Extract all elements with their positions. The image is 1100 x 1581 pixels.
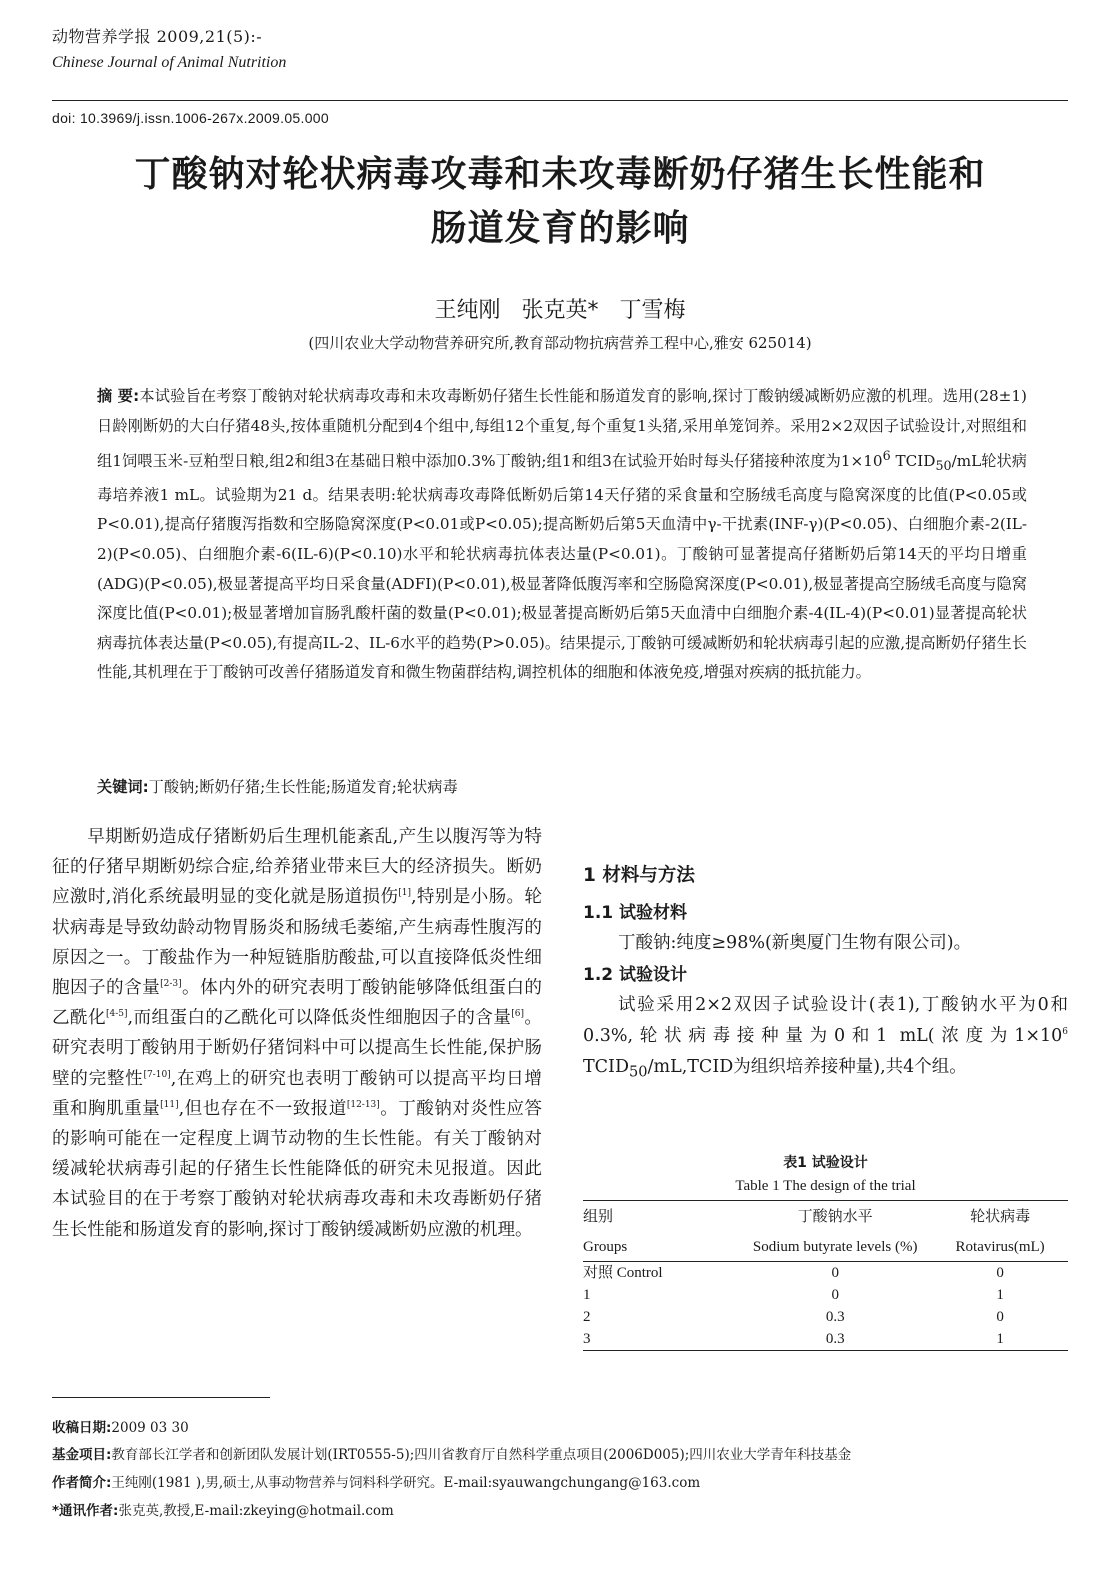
table-row (583, 1262, 1068, 1285)
table-cell: 0.3 (825, 1309, 845, 1325)
section-heading-1-2: 1.2 试验设计 (583, 965, 688, 985)
keywords-text: 丁酸钠;断奶仔猪;生长性能;肠道发育;轮状病毒 (148, 778, 458, 796)
keywords-label: 关键词: (97, 778, 149, 796)
intro-text: ,特别是小肠。轮状病毒是导致幼龄动物胃肠炎和肠绒毛萎缩,产生病毒性腹泻的原因之一。丁酸盐作为一种短链脂肪酸盐,可以直接降低炎性细胞因子的含量 (52, 887, 542, 999)
intro-text: ,而组蛋白的乙酰化可以降低炎性细胞因子的含量 (127, 1008, 512, 1029)
keywords (97, 774, 1027, 800)
abstract (97, 382, 1027, 688)
citation-ref: [11] (160, 1099, 179, 1110)
design-superscript: 6 (1062, 1027, 1068, 1038)
footnote-author (52, 1471, 700, 1491)
footnote-received (52, 1416, 189, 1436)
author-list: 王纯刚 张克英* 丁雪梅 (434, 298, 686, 323)
table-cell: 0 (831, 1265, 839, 1281)
citation-ref: [1] (398, 888, 412, 899)
footnote-text: 教育部长江学者和创新团队发展计划(IRT0555-5);四川省教育厅自然科学重点项目(2006D005);四川农业大学青年科技基金 (111, 1447, 852, 1463)
table-row (583, 1306, 1068, 1328)
affiliation: (四川农业大学动物营养研究所,教育部动物抗病营养工程中心,雅安 625014) (308, 334, 812, 352)
abstract-label: 摘 要: (97, 387, 140, 405)
table-cell: 1 (996, 1287, 1004, 1303)
intro-text: ,但也存在不一致报道 (178, 1098, 347, 1119)
design-table (583, 1200, 1068, 1351)
table-header-row (583, 1233, 1068, 1262)
title-line-2: 肠道发育的影响 (430, 208, 690, 249)
doi: doi: 10.3969/j.issn.1006-267x.2009.05.000 (52, 110, 329, 126)
intro-text: 。体内外的研究表明丁酸钠能够降低组蛋白的乙酰化 (52, 978, 542, 1029)
table-caption-cn: 表1 试验设计 (783, 1155, 868, 1171)
citation-ref: [7-10] (143, 1069, 171, 1080)
table-cell: 0 (996, 1309, 1004, 1325)
footnote-label: 作者简介: (52, 1475, 112, 1491)
citation-ref: [12-13] (346, 1099, 380, 1110)
table-row (583, 1328, 1068, 1351)
intro-text: 。研究表明丁酸钠用于断奶仔猪饲料中可以提高生长性能,保护肠壁的完整性 (52, 1008, 542, 1089)
citation-ref: [4-5] (105, 1009, 128, 1020)
footnote-fund (52, 1443, 851, 1463)
table-header-cell: Sodium butyrate levels (%) (738, 1233, 932, 1262)
introduction-paragraph (52, 822, 542, 1245)
section-heading-1-1: 1.1 试验材料 (583, 903, 688, 923)
design-paragraph (583, 990, 1068, 1088)
table-header-cell: 丁酸钠水平 (738, 1201, 932, 1234)
table-cell: 0 (831, 1287, 839, 1303)
footnote-text: 2009 03 30 (111, 1420, 189, 1436)
table-header-cell: Groups (583, 1233, 738, 1262)
abstract-text: TCID (890, 452, 936, 471)
table-cell: 3 (583, 1328, 738, 1351)
abstract-text: 本试验旨在考察丁酸钠对轮状病毒攻毒和未攻毒断奶仔猪生长性能和肠道发育的影响,探讨丁酸钠缓减断奶应激的机理。选用(28±1)日龄刚断奶的大白仔猪48头,按体重随机分配到4个组中,每组12个重复,每个重复1头猪,采用单笼饲养。采用2×2双因子试验设计,对照组和组1饲喂玉米-豆粕型日粮,组2和组3在基础日粮中添加0.3%丁酸钠;组1和组3在试验开始时每头仔猪接种浓度为1×10 (97, 387, 1027, 471)
table-header-row (583, 1201, 1068, 1234)
intro-text: ,在鸡上的研究也表明丁酸钠可以提高平均日增重和胸肌重量 (52, 1068, 542, 1119)
abstract-text: /mL轮状病毒培养液1 mL。试验期为21 d。结果表明:轮状病毒攻毒降低断奶后第14天仔猪的采食量和空肠绒毛高度与隐窝深度的比值(P<0.05或P<0.01),提高仔猪腹泻指数和空肠隐窝深度(P<0.01或P<0.05);提高断奶后第5天血清中γ-干扰素(INF-γ)(P<0.05)、白细胞介素-2(IL-2)(P<0.05)、白细胞介素-6(IL-6)(P<0.10)水平和轮状病毒抗体表达量(P<0.01)。丁酸钠可显著提高仔猪断奶后第14天的平均日增重(ADG)(P<0.05),极显著提高平均日采食量(ADFI)(P<0.01),极显著降低腹泻率和空肠隐窝深度(P<0.01),极显著提高空肠绒毛高度与隐窝深度比值(P<0.01);极显著增加盲肠乳酸杆菌的数量(P<0.01);极显著提高断奶后第5天血清中白细胞介素-4(IL-4)(P<0.01)显著提高轮状病毒抗体表达量(P<0.05),有提高IL-2、IL-6水平的趋势(P>0.05)。结果提示,丁酸钠可缓减断奶和轮状病毒引起的应激,提高断奶仔猪生长性能,其机理在于丁酸钠可改善仔猪肠道发育和微生物菌群结构,调控机体的细胞和体液免疫,增强对疾病的抵抗能力。 (97, 452, 1027, 682)
intro-text: 早期断奶造成仔猪断奶后生理机能紊乱,产生以腹泻等为特征的仔猪早期断奶综合症,给养猪业带来巨大的经济损失。断奶应激时,消化系统最明显的变化就是肠道损伤 (52, 827, 542, 908)
design-subscript: 50 (629, 1063, 648, 1081)
material-paragraph: 丁酸钠:纯度≥98%(新奥厦门生物有限公司)。 (618, 933, 972, 953)
table-cell: 2 (583, 1309, 591, 1325)
design-text: TCID (583, 1057, 630, 1077)
section-heading-1: 1 材料与方法 (583, 865, 695, 886)
title-line-1: 丁酸钠对轮状病毒攻毒和未攻毒断奶仔猪生长性能和 (134, 154, 986, 195)
footnote-text: 张克英,教授,E-mail:zkeying@hotmail.com (118, 1503, 394, 1519)
intro-text: 。丁酸钠对炎性应答的影响可能在一定程度上调节动物的生长性能。有关丁酸钠对缓减轮状病毒引起的仔猪生长性能降低的研究未见报道。因此本试验目的在于考察丁酸钠对轮状病毒攻毒和未攻毒断奶仔猪生长性能和肠道发育的影响,探讨丁酸钠缓减断奶应激的机理。 (52, 1098, 542, 1240)
table-cell: 1 (932, 1328, 1068, 1351)
abstract-subscript: 50 (935, 458, 952, 474)
footnote-rule (52, 1397, 270, 1398)
footnote-label: 基金项目: (52, 1447, 112, 1463)
table-cell: 对照 Control (583, 1265, 663, 1281)
abstract-superscript: 6 (882, 448, 891, 464)
table-cell: 0.3 (738, 1328, 932, 1351)
citation-ref: [2-3] (160, 979, 182, 990)
footnote-text: 王纯刚(1981 ),男,硕士,从事动物营养与饲料科学研究。E-mail:syauwangchungang@163.com (111, 1475, 701, 1491)
footnote-label: *通讯作者: (52, 1503, 119, 1519)
table-caption-en: Table 1 The design of the trial (735, 1178, 916, 1194)
table-cell: 0 (996, 1265, 1004, 1281)
citation-ref: [6] (511, 1009, 524, 1020)
design-text: /mL,TCID为组织培养接种量),共4个组。 (647, 1057, 967, 1077)
article-title (52, 148, 1068, 256)
table-header-cell: 轮状病毒 (932, 1201, 1068, 1234)
footnote-label: 收稿日期: (52, 1420, 112, 1436)
journal-name-en: Chinese Journal of Animal Nutrition (52, 54, 287, 71)
table-row (583, 1284, 1068, 1306)
journal-name-cn: 动物营养学报 2009,21(5):- (52, 27, 263, 46)
design-text: 试验采用2×2双因子试验设计(表1),丁酸钠水平为0和0.3%,轮状病毒接种量为0和1 mL(浓度为1×10 (583, 995, 1068, 1046)
footnote-corresponding (52, 1499, 394, 1519)
table-header-cell: 组别 (583, 1201, 738, 1234)
header-rule (52, 100, 1068, 101)
table-cell: 1 (583, 1287, 591, 1303)
table-header-cell: Rotavirus(mL) (932, 1233, 1068, 1262)
